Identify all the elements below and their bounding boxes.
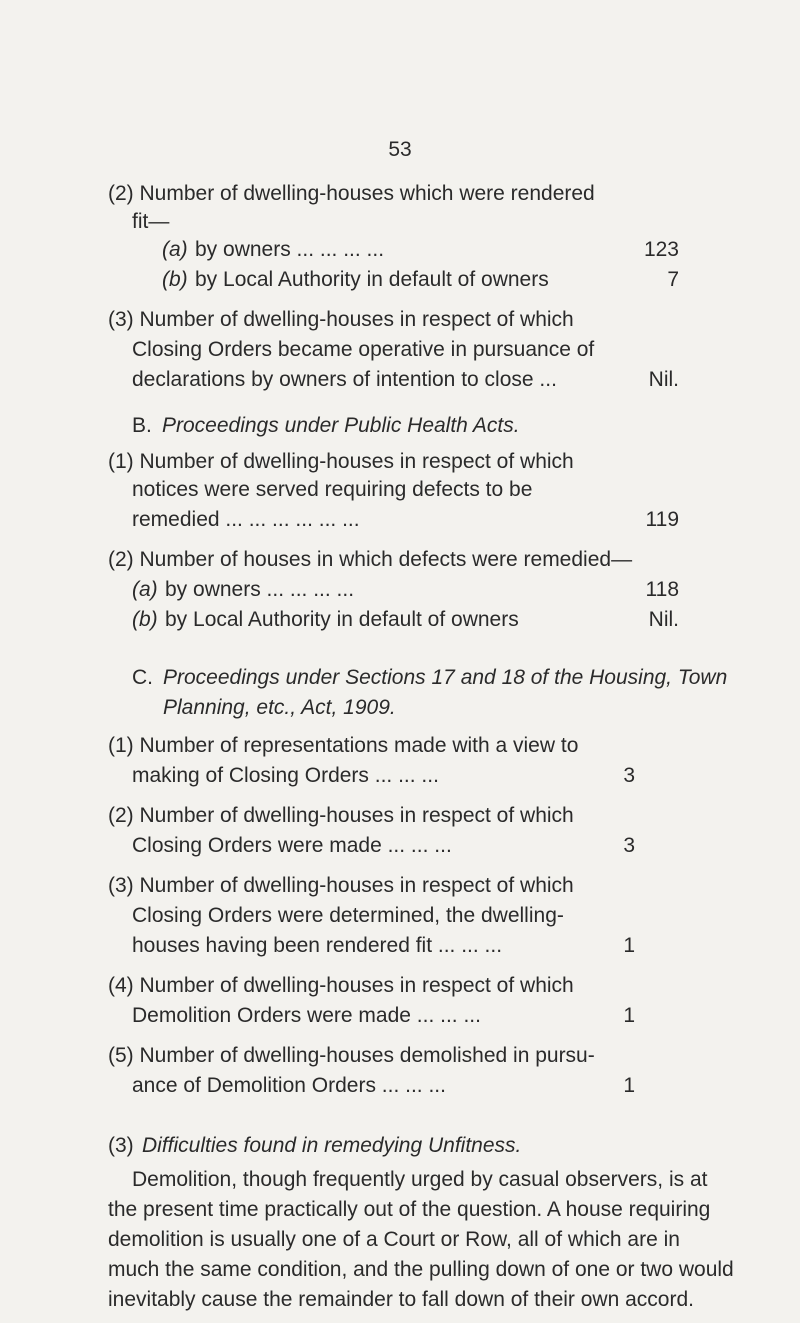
item-c3-line1: (3) Number of dwelling-houses in respect of which [108,874,574,897]
item-a3-line3: declarations by owners of intention to close ... [132,368,557,391]
item-c4-value: 1 [623,1004,635,1027]
section-c-prefix: C. [132,666,153,689]
section-c-heading-line1: Proceedings under Sections 17 and 18 of the Housing, Town [163,666,728,689]
section-c-heading-line2: Planning, etc., Act, 1909. [163,696,396,719]
item-b2-a-value: 118 [645,578,679,601]
paragraph-line-5: inevitably cause the remainder to fall down of their own accord. [108,1288,694,1311]
item-a2-line1: (2) Number of dwelling-houses which were rendered [108,182,595,205]
paragraph-line-4: much the same condition, and the pulling down of one or two would [108,1258,734,1281]
paragraph-line-2: the present time practically out of the question. A house requiring [108,1198,711,1221]
item-b2-b-value: Nil. [648,608,679,631]
item-b2-a-text: by owners ... ... ... ... [165,578,355,601]
item-a2-b-value: 7 [667,268,679,291]
paragraph-line-3: demolition is usually one of a Court or Row, all of which are in [108,1228,680,1251]
item-b1-line1: (1) Number of dwelling-houses in respect of which [108,450,574,473]
item-b1-value: 119 [645,508,679,531]
section-b-prefix: B. [132,414,152,437]
item-c1-value: 3 [623,764,635,787]
item-c5-line1: (5) Number of dwelling-houses demolished in pursu- [108,1044,595,1067]
item-a2-a-value: 123 [643,238,679,261]
section-3-heading: Difficulties found in remedying Unfitness. [142,1134,522,1157]
item-c1-line1: (1) Number of representations made with a view to [108,734,579,757]
item-a3-line1: (3) Number of dwelling-houses in respect of which [108,308,574,331]
item-c5-line2: ance of Demolition Orders ... ... ... [132,1074,446,1097]
item-a2-a-text: by owners ... ... ... ... [195,238,385,261]
item-c2-value: 3 [623,834,635,857]
item-b2-a-label: (a) [132,578,158,601]
item-a2-a-label: (a) [162,238,188,261]
item-b2-b-text: by Local Authority in default of owners [165,608,519,631]
item-c4-line1: (4) Number of dwelling-houses in respect of which [108,974,574,997]
paragraph-line-1: Demolition, though frequently urged by casual observers, is at [132,1168,708,1191]
page-number: 53 [388,138,412,161]
section-3-prefix: (3) [108,1134,134,1157]
item-c5-value: 1 [623,1074,635,1097]
item-c3-line3: houses having been rendered fit ... ... ... [132,934,503,957]
item-c3-line2: Closing Orders were determined, the dwelling- [132,904,564,927]
item-c4-line2: Demolition Orders were made ... ... ... [132,1004,481,1027]
item-c2-line2: Closing Orders were made ... ... ... [132,834,452,857]
item-a3-line2: Closing Orders became operative in pursuance of [132,338,595,361]
item-b1-line2: notices were served requiring defects to be [132,478,533,501]
item-c1-line2: making of Closing Orders ... ... ... [132,764,439,787]
item-a2-b-label: (b) [162,268,188,291]
section-b-heading: Proceedings under Public Health Acts. [162,414,520,437]
item-b2-b-label: (b) [132,608,158,631]
item-b2-line1: (2) Number of houses in which defects were remedied— [108,548,633,571]
item-a2-b-text: by Local Authority in default of owners [195,268,549,291]
item-b1-line3: remedied ... ... ... ... ... ... [132,508,360,531]
item-c2-line1: (2) Number of dwelling-houses in respect of which [108,804,574,827]
item-c3-value: 1 [623,934,635,957]
item-a3-value: Nil. [648,368,679,391]
item-a2-line2: fit— [132,210,170,233]
